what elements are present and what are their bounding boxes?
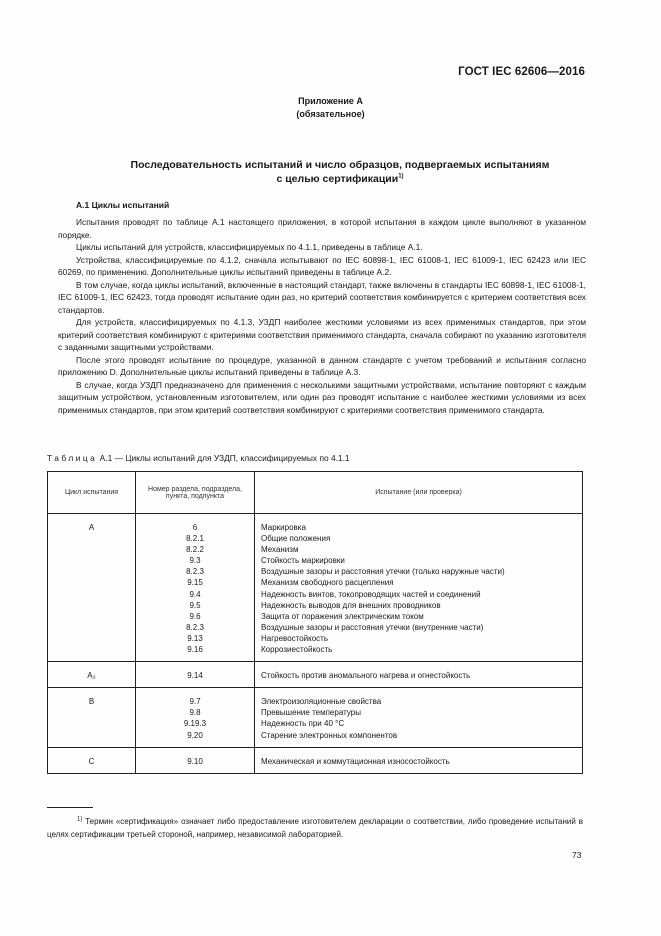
main-title-line1: Последовательность испытаний и число образцов, подвергаемых испытаниям — [130, 159, 550, 171]
test-name: Защита от поражения электрическим током — [261, 611, 424, 621]
test-cycles-table — [47, 471, 583, 774]
header-clause: Номер раздела, подраздела, пункта, подпункта — [136, 472, 255, 514]
test-name: Механическая и коммутационная износостойкость — [261, 756, 450, 766]
table-body — [48, 514, 583, 774]
cycle-cell — [48, 688, 136, 747]
clause-cell — [136, 514, 255, 662]
clause-number: 9.6 — [189, 611, 201, 621]
test-cell — [255, 747, 583, 773]
test-name: Механизм свободного расцепления — [261, 578, 394, 588]
clause-number: 9.7 — [189, 697, 201, 707]
table-row — [48, 747, 583, 773]
cycle-label: С — [88, 756, 95, 766]
clause-cell — [136, 662, 255, 688]
test-name: Общие положения — [261, 534, 331, 544]
test-name: Превышение температуры — [261, 708, 361, 718]
clause-number: 9.20 — [187, 730, 203, 740]
test-name: Надежность выводов для внешних проводников — [261, 600, 441, 610]
table-row — [48, 662, 583, 688]
page-number: 73 — [572, 850, 582, 860]
test-name: Механизм — [261, 545, 299, 555]
appendix-status: (обязательное) — [296, 109, 365, 119]
test-name: Нагревостойкость — [261, 633, 329, 643]
cycle-label: А — [88, 523, 95, 532]
clause-number: 9.19.3 — [183, 719, 207, 729]
cycle-cell — [48, 662, 136, 688]
section-heading: А.1 Циклы испытаний — [76, 200, 170, 210]
cycle-cell — [48, 747, 136, 773]
header-test: Испытание (или проверка) — [255, 472, 583, 514]
clause-number: 9.15 — [187, 578, 203, 588]
paragraph: Циклы испытаний для устройств, классифицируемых по 4.1.1, приведены в таблице А.1. — [76, 242, 423, 252]
test-name: Электроизоляционные свойства — [261, 697, 382, 707]
table-caption — [47, 453, 350, 463]
footnote — [47, 816, 583, 841]
test-cell — [255, 662, 583, 688]
clause-cell — [136, 747, 255, 773]
test-cell — [255, 688, 583, 747]
main-title-text: с целью сертификации — [276, 173, 399, 185]
clause-number: 9.5 — [189, 600, 201, 610]
clause-number: 8.2.3 — [186, 622, 204, 632]
clause-number: 8.2.3 — [186, 567, 204, 577]
paragraph: Устройства, классифицируемые по 4.1.2, сначала испытывают по IEC 60898-1, IEC 61008-1, IEC 61009-1, IEC 62423 или IEC 60269, по применению. Дополнительные циклы испытаний приведены в таблице А.2. — [58, 254, 586, 277]
standard-number: ГОСТ IEC 62606—2016 — [458, 66, 585, 78]
test-name: Воздушные зазоры и расстояния утечки (внутренние части) — [261, 622, 484, 632]
table-row — [48, 514, 583, 662]
test-cell — [255, 514, 583, 662]
paragraph: В том случае, когда циклы испытаний, включенные в настоящий стандарт, также включены в стандарты IEC 60898-1, IEC 61008-1, IEC 61009-1, IEC 62423, тогда проводят испытание один раз, но критерий соответствия комбинируется с критерием соответствия всех стандартов. — [58, 279, 586, 315]
clause-number: 9.4 — [189, 589, 201, 599]
clause-number: 9.14 — [187, 671, 203, 681]
clause-number: 9.16 — [187, 645, 203, 655]
test-name: Надежность при 40 °С — [261, 719, 345, 729]
appendix-title: Приложение А — [298, 96, 363, 106]
main-title-line2 — [60, 172, 620, 186]
cycle-label: А₂ — [87, 671, 96, 681]
cycle-cell — [48, 514, 136, 662]
body-text — [58, 216, 586, 416]
clause-number: 9.13 — [187, 633, 203, 643]
paragraph: После этого проводят испытание по процедуре, указанной в данном стандарте с учетом требований и испытания согласно приложению D. Дополнительные циклы испытаний приведены в таблице А.3. — [58, 354, 586, 377]
clause-number: 6 — [192, 523, 198, 532]
test-name: Надежность винтов, токопроводящих частей и соединений — [261, 589, 481, 599]
paragraph: Испытания проводят по таблице А.1 настоящего приложения, в которой испытания в каждом цикле выполняют в указанном порядке. — [58, 217, 586, 240]
title-footnote-mark: 1) — [398, 173, 404, 180]
clause-number: 9.3 — [189, 556, 201, 566]
clause-number: 9.10 — [187, 756, 203, 766]
paragraph: В случае, когда УЗДП предназначено для применения с несколькими защитными устройствами, испытание повторяют с каждым защитным устройством, установленным изготовителем, или один раз проводят испытание с наиболее жесткими условиями из всех применимых стандартов, при этом критерий соответствия комбинируют с критериями соответствия применимого стандарта. — [58, 379, 586, 415]
test-name: Стойкость против аномального нагрева и огнестойкость — [261, 671, 471, 681]
footnote-mark: 1) — [77, 816, 83, 823]
test-name: Старение электронных компонентов — [261, 730, 398, 740]
table-caption-word: Таблица — [47, 453, 98, 463]
clause-number: 9.8 — [189, 708, 201, 718]
cycle-label: В — [88, 697, 95, 707]
test-name: Маркировка — [261, 523, 306, 532]
footnote-separator — [47, 807, 93, 808]
footnote-text: Термин «сертификация» означает либо предоставление изготовителем декларации о соответствии, либо проведение испытаний в целях сертификации третьей стороной, например, независимой лабораторией. — [47, 817, 583, 839]
test-name: Коррозиестойкость — [261, 645, 333, 655]
header-cycle: Цикл испытания — [48, 472, 136, 514]
clause-cell — [136, 688, 255, 747]
clause-number: 8.2.2 — [186, 545, 204, 555]
test-name: Воздушные зазоры и расстояния утечки (только наружные части) — [261, 567, 505, 577]
test-name: Стойкость маркировки — [261, 556, 345, 566]
table-row — [48, 688, 583, 747]
table-header-row — [48, 472, 583, 514]
paragraph: Для устройств, классифицируемых по 4.1.3, УЗДП наиболее жесткими условиями из всех применимых стандартов, при этом критерий соответствия комбинируют с критериями соответствия применимого стандарта, сначала собирают по указанию изготовителя с заданными защитными устройствами. — [58, 317, 586, 352]
table-caption-text: А.1 — Циклы испытаний для УЗДП, классифицируемых по 4.1.1 — [99, 453, 350, 463]
clause-number: 8.2.1 — [186, 534, 204, 544]
